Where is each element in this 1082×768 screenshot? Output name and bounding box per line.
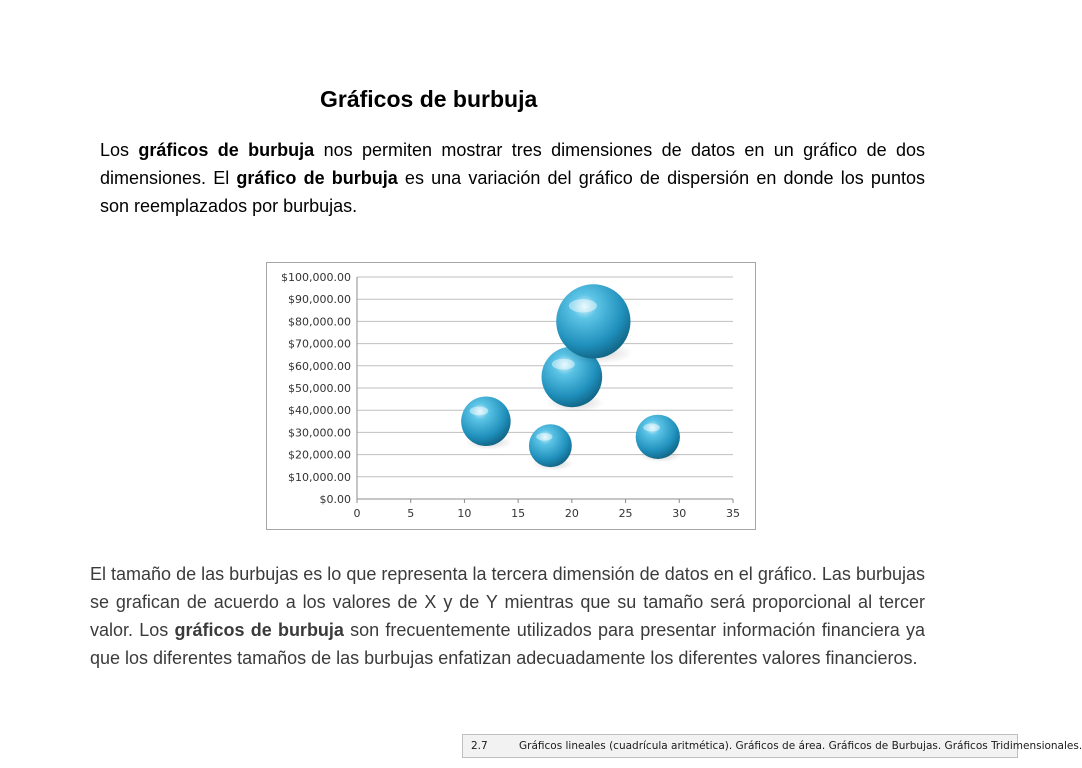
y-tick-label: $80,000.00 <box>288 315 351 329</box>
bubble-highlight <box>643 424 660 432</box>
y-tick-label: $100,000.00 <box>281 271 351 284</box>
y-tick-label: $90,000.00 <box>288 293 351 307</box>
bubble-point <box>556 284 630 358</box>
y-tick-label: $30,000.00 <box>288 426 351 440</box>
y-tick-label: $50,000.00 <box>288 382 351 395</box>
footer-section-title: Gráficos lineales (cuadrícula aritmética). Gráficos de área. Gráficos de Burbujas. Gráficos Tridimensionales. <box>519 740 1082 752</box>
bubble-highlight <box>470 406 489 415</box>
x-tick-label: 15 <box>511 507 526 520</box>
x-tick-label: 10 <box>457 507 472 520</box>
bubble-point <box>529 424 572 467</box>
bubble-highlight <box>569 299 597 312</box>
bold-term: gráfico de burbuja <box>236 168 398 188</box>
bold-term: gráficos de burbuja <box>138 140 315 160</box>
page-title: Gráficos de burbuja <box>320 86 538 112</box>
intro-paragraph <box>100 136 925 220</box>
text-run: nos permiten mostrar tres dimensiones de datos en un gráfico de dos dimensiones. El <box>100 140 925 188</box>
bubble-highlight <box>536 433 552 441</box>
y-tick-label: $60,000.00 <box>288 359 351 373</box>
footer-bar <box>462 734 1082 758</box>
text-run: Los <box>100 140 139 160</box>
x-tick-label: 5 <box>407 507 415 520</box>
bold-term: gráficos de burbuja <box>174 620 344 640</box>
y-tick-label: $70,000.00 <box>288 337 351 351</box>
bubble-point <box>461 397 510 446</box>
footer-section-number: 2.7 <box>471 740 488 752</box>
x-tick-label: 20 <box>564 507 579 520</box>
x-tick-label: 25 <box>618 507 633 520</box>
text-run: son frecuentemente utilizados para presentar información financiera ya que los diferentes tamaños de las burbujas enfatizan adecuadamente los diferentes valores financieros. <box>90 620 925 668</box>
bubble-chart-svg <box>267 263 755 529</box>
bubble-chart <box>266 262 756 530</box>
y-tick-label: $20,000.00 <box>288 448 351 462</box>
explanation-paragraph <box>90 560 925 672</box>
y-tick-label: $40,000.00 <box>288 404 351 418</box>
x-tick-label: 0 <box>353 507 361 520</box>
x-tick-label: 35 <box>726 507 740 520</box>
y-tick-label: $0.00 <box>319 493 351 506</box>
x-tick-label: 30 <box>672 507 687 520</box>
bubble-point <box>636 415 680 459</box>
text-run: es una variación del gráfico de dispersión en donde los puntos son reemplazados por burbujas. <box>100 168 925 216</box>
text-run: El tamaño de las burbujas es lo que representa la tercera dimensión de datos en el gráfico. Las burbujas se grafican de acuerdo a los valores de X y de Y mientras que su tamaño será proporcional al tercer valor. Los <box>90 564 925 640</box>
y-tick-label: $10,000.00 <box>288 470 351 484</box>
